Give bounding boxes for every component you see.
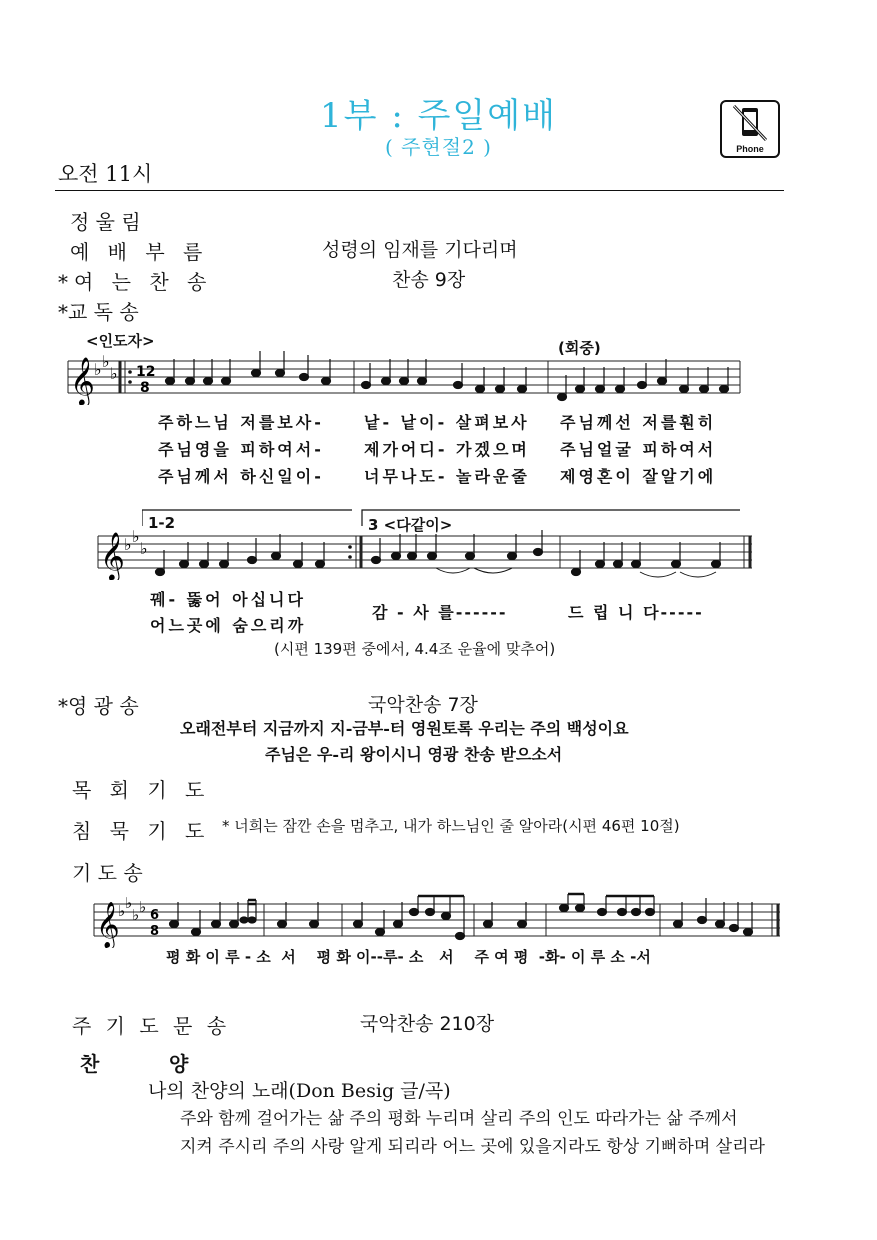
leader-label: <인도자>	[86, 332, 155, 350]
page-subtitle: ( 주현절2 )	[384, 135, 492, 159]
order-call-text: 성령의 임재를 기다리며	[322, 239, 518, 261]
order-gloria-text: 국악찬송 7장	[368, 694, 478, 716]
lyric-row3-col1: 주님께서 하신일이-	[158, 467, 324, 486]
svg-text:♭: ♭	[94, 360, 102, 379]
silent-prayer-text: * 너희는 잠깐 손을 멈추고, 내가 하느님인 줄 알아라(시편 46편 10절)	[222, 817, 680, 835]
svg-text:♭: ♭	[139, 898, 147, 916]
prayer-song-lyrics: 평 화 이 루 - 소 서 평 화 이--루- 소 서 주 여 평 -화- 이 루 소 -서	[166, 948, 651, 966]
ending-lyric-2: 어느곳에 숨으리까	[150, 616, 307, 635]
ending-lyric-3: 감 - 사 를------	[372, 603, 508, 622]
congregation-label: (회중)	[558, 339, 601, 357]
ending-lyric-4: 드 립 니 다-----	[568, 603, 704, 622]
ending-3-label: 3 <다같이>	[368, 516, 453, 534]
ending-lyric-1: 꿰- 뚫어 아십니다	[150, 590, 306, 609]
lyric-row3-col2: 너무나도- 놀라운줄	[364, 467, 530, 486]
order-lords-prayer-text: 국악찬송 210장	[360, 1013, 495, 1035]
order-gloria: *영 광 송	[58, 694, 139, 718]
anthem-title: 나의 찬양의 노래(Don Besig 글/곡)	[148, 1080, 451, 1102]
svg-text:♭: ♭	[102, 352, 110, 371]
svg-text:♭: ♭	[132, 906, 140, 924]
order-opening-hymn-text: 찬송 9장	[392, 269, 466, 291]
lyric-row1-col2: 낱- 낱이- 살펴보사	[364, 413, 530, 432]
order-anthem: 찬 양	[80, 1052, 189, 1076]
prayer-time-bottom: 8	[150, 924, 160, 939]
svg-text:♭: ♭	[125, 894, 133, 912]
page-title: 1부 : 주일예배	[320, 96, 557, 136]
lyric-row2-col3: 주님얼굴 피하여서	[560, 440, 717, 459]
anthem-line-2: 지켜 주시리 주의 사랑 알게 되리라 어느 곳에 있을지라도 항상 기뻐하며 살리라	[180, 1137, 765, 1157]
svg-text:♭: ♭	[118, 902, 126, 920]
lyric-row2-col1: 주님영을 피하여서-	[158, 440, 324, 459]
prayer-song-staff	[88, 892, 788, 948]
ending-1-label: 1-2	[148, 514, 176, 532]
header-divider	[55, 190, 784, 191]
lyric-row2-col2: 제가어디- 가겠으며	[364, 440, 530, 459]
no-phone-icon	[720, 100, 780, 158]
responsive-staff-2	[90, 520, 760, 580]
order-lords-prayer: 주 기 도 문 송	[72, 1014, 231, 1038]
svg-text:♭: ♭	[124, 535, 132, 554]
treble-clef-icon: 𝄞	[70, 356, 95, 405]
order-silent-prayer: 침 묵 기 도	[72, 819, 211, 843]
lyric-row1-col3: 주님께선 저를훤히	[560, 413, 717, 432]
treble-clef-icon-2: 𝄞	[100, 531, 125, 580]
anthem-line-1: 주와 함께 걸어가는 삶 주의 평화 누리며 살리 주의 인도 따라가는 삶 주께서	[180, 1109, 738, 1129]
time-signature-top: 12	[136, 364, 156, 380]
svg-text:♭: ♭	[140, 539, 148, 558]
order-call: 예 배 부 름	[70, 240, 209, 264]
order-prayer-song: 기 도 송	[72, 861, 143, 885]
gloria-lyrics-2: 주님은 우-리 왕이시니 영광 찬송 받으소서	[265, 745, 563, 764]
order-responsive: *교 독 송	[58, 300, 139, 324]
lyric-row3-col3: 제영혼이 잘알기에	[560, 467, 717, 486]
svg-text:♭: ♭	[110, 364, 118, 383]
prayer-time-top: 6	[150, 908, 160, 923]
scripture-source: (시편 139편 중에서, 4.4조 운율에 맞추어)	[274, 640, 556, 658]
service-time: 오전 11시	[58, 162, 153, 186]
order-prelude: 정 울 림	[70, 210, 141, 234]
treble-clef-icon-3: 𝄞	[96, 902, 120, 948]
gloria-lyrics-1: 오래전부터 지금까지 지-금부-터 영원토록 우리는 주의 백성이요	[180, 719, 629, 738]
responsive-staff-1	[60, 345, 750, 405]
time-signature-bottom: 8	[140, 380, 150, 396]
order-opening-hymn: *여 는 찬 송	[58, 270, 213, 294]
phone-label: Phone	[736, 144, 764, 154]
svg-text:♭: ♭	[132, 527, 140, 546]
lyric-row1-col1: 주하느님 저를보사-	[158, 413, 324, 432]
order-pastoral-prayer: 목 회 기 도	[72, 778, 211, 802]
